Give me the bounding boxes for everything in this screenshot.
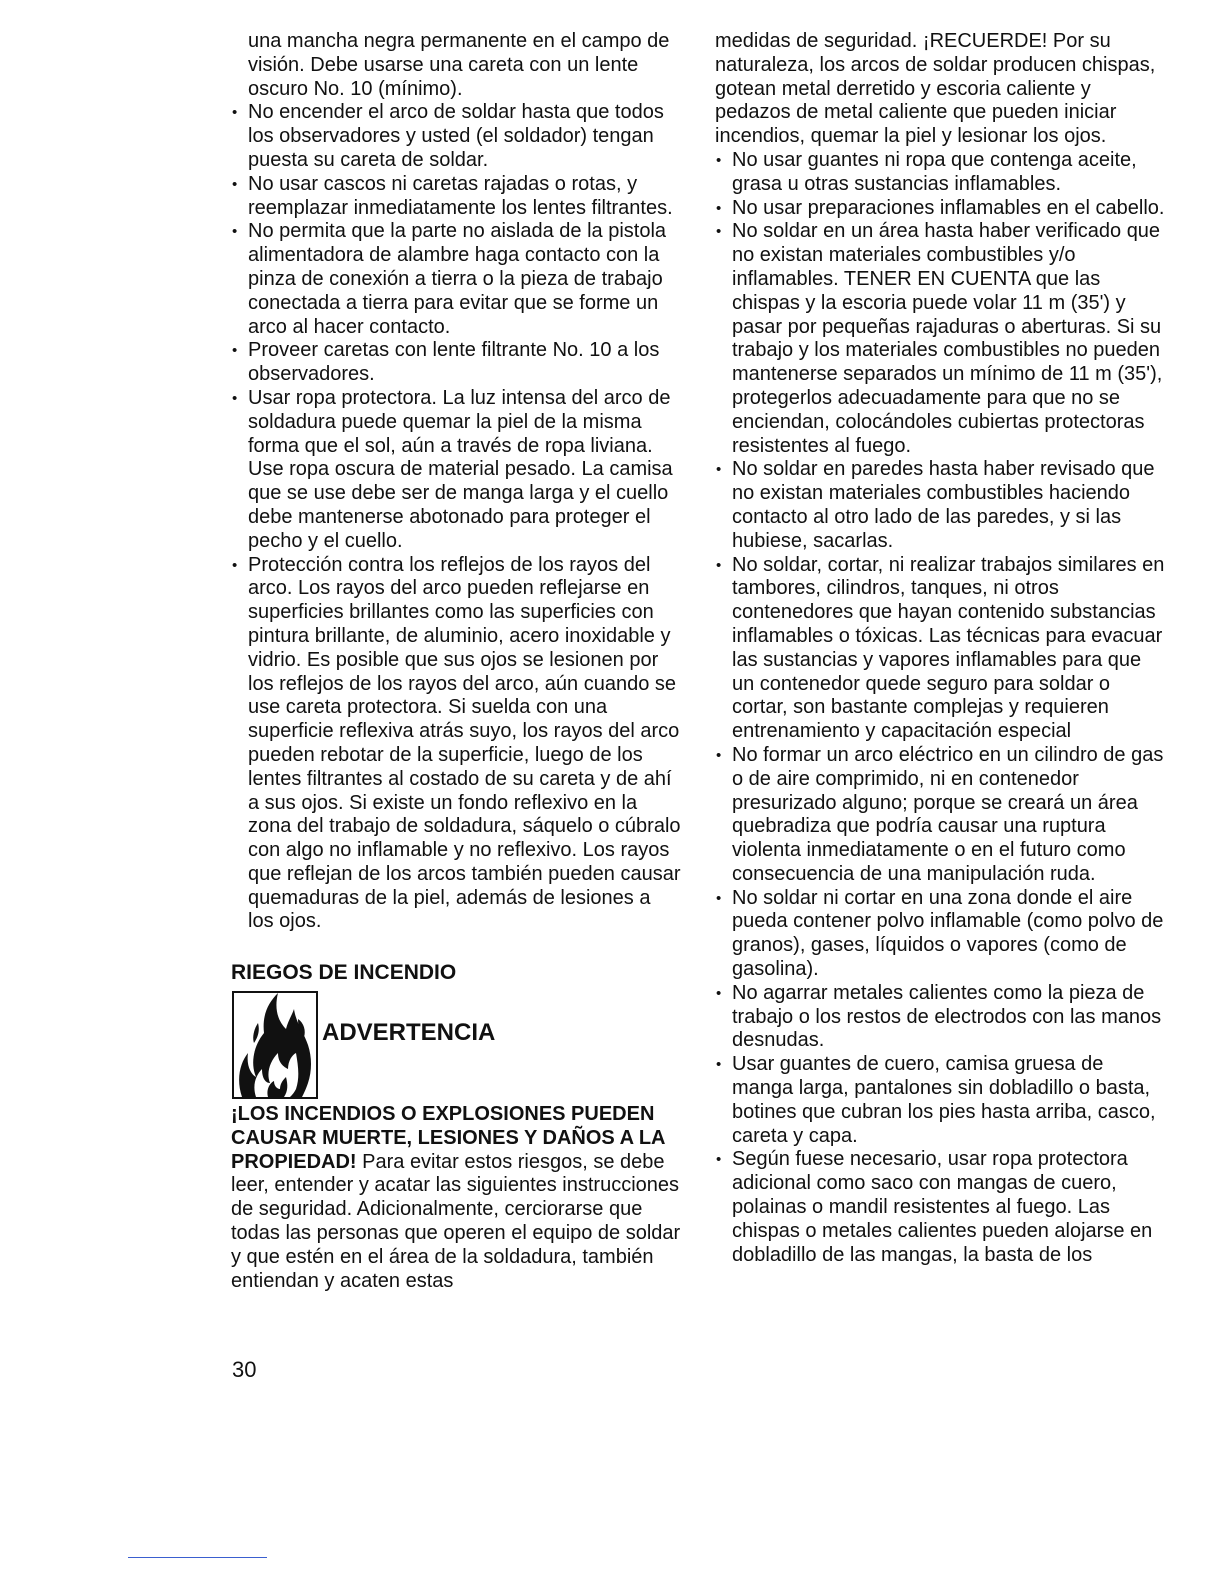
left-bullet-list <box>231 101 681 934</box>
warning-header <box>231 987 681 1099</box>
list-item: • Usar guantes de cuero, camisa gruesa de manga larga, pantalones sin dobladillo o basta, botines que cubran los pies hasta arriba, casco, careta y capa. <box>715 1053 1165 1148</box>
left-column <box>231 30 681 1293</box>
list-item: • No soldar, cortar, ni realizar trabajos similares en tambores, cilindros, tanques, ni otros contenedores que hayan contenido substancias inflamables o tóxicas. Las técnicas para evacuar las sustancias y vapores inflamables para que un contenedor quede seguro para soldar o cortar, son bastante complejas y requieren entrenamiento y capacitación especial <box>715 554 1165 744</box>
list-item: • Protección contra los reflejos de los rayos del arco. Los rayos del arco pueden reflejarse en superficies brillantes como las superficies con pintura brillante, de aluminio, acero inoxidable y vidrio. Es posible que sus ojos se lesionen por los reflejos de los rayos del arco, aún cuando se use careta protectora. Si suelda con una superficie reflexiva atrás suyo, los rayos del arco pueden rebotar de la superficie, luego de los lentes filtrantes al costado de su careta y de ahí a sus ojos. Si existe un fondo reflexivo en la zona del trabajo de soldadura, sáquelo o cúbralo con algo no inflamable y no reflexivo. Los rayos que reflejan de los arcos también pueden causar quemaduras de la piel, además de lesiones a los ojos. <box>231 554 681 935</box>
list-item: • No encender el arco de soldar hasta que todos los observadores y usted (el soldador) tengan puesta su careta de soldar. <box>231 101 681 172</box>
list-item: • Usar ropa protectora. La luz intensa del arco de soldadura puede quemar la piel de la misma forma que el sol, aún a través de ropa liviana. Use ropa oscura de material pesado. La camisa que se use debe ser de manga larga y el cuello debe mantenerse abotonado para proteger el pecho y el cuello. <box>231 387 681 554</box>
list-item: • No soldar en paredes hasta haber revisado que no existan materiales combustibles haciendo contacto al otro lado de las paredes, y si las hubiese, sacarlas. <box>715 458 1165 553</box>
left-intro-text: una mancha negra permanente en el campo de visión. Debe usarse una careta con un lente oscuro No. 10 (mínimo). <box>248 30 670 100</box>
list-item: • No usar cascos ni caretas rajadas o rotas, y reemplazar inmediatamente los lentes filtrantes. <box>231 173 681 221</box>
list-item: • No permita que la parte no aislada de la pistola alimentadora de alambre haga contacto con la pinza de conexión a tierra o la pieza de trabajo conectada a tierra para evitar que se forme un arco al hacer contacto. <box>231 220 681 339</box>
list-item: • No agarrar metales calientes como la pieza de trabajo o los restos de electrodos con las manos desnudas. <box>715 982 1165 1053</box>
section-heading: RIEGOS DE INCENDIO <box>231 961 457 985</box>
warning-body-text: Para evitar estos riesgos, se debe leer, entender y acatar las siguientes instrucciones de seguridad. Adicionalmente, cerciorarse que todas las personas que operen el equipo de soldar y que estén en el área de la soldadura, también entiendan y acaten estas <box>231 1150 681 1292</box>
warning-paragraph <box>231 1103 681 1293</box>
right-intro-text: medidas de seguridad. ¡RECUERDE! Por su naturaleza, los arcos de soldar producen chispas, gotean metal derretido y escoria caliente y pedazos de metal caliente que pueden iniciar incendios, quemar la piel y lesionar los ojos. <box>715 30 1156 148</box>
list-item: • No formar un arco eléctrico en un cilindro de gas o de aire comprimido, ni en contenedor presurizado alguno; porque se creará un área quebradiza que podría causar una ruptura violenta inmediatamente o en el futuro como consecuencia de una manipulación ruda. <box>715 744 1165 887</box>
list-item: • No usar preparaciones inflamables en el cabello. <box>715 197 1165 221</box>
warning-label: ADVERTENCIA <box>322 1019 496 1047</box>
right-bullet-list <box>715 149 1165 1267</box>
page-number: 30 <box>232 1357 257 1382</box>
list-item: • No soldar en un área hasta haber verificado que no existan materiales combustibles y/o inflamables. TENER EN CUENTA que las chispas y la escoria puede volar 11 m (35') y pasar por pequeñas rajaduras o aberturas. Si su trabajo y los materiales combustibles no pueden mantenerse separados un mínimo de 11 m (35'), protegerlos adecuadamente para que no se enciendan, colocándoles cubiertas protectoras resistentes al fuego. <box>715 220 1165 458</box>
list-item: • No soldar ni cortar en una zona donde el aire pueda contener polvo inflamable (como polvo de granos), gases, líquidos o vapores (como de gasolina). <box>715 887 1165 982</box>
list-item: • Según fuese necesario, usar ropa protectora adicional como saco con mangas de cuero, polainas o mandil resistentes al fuego. Las chispas o metales calientes pueden alojarse en dobladillo de las mangas, la basta de los <box>715 1148 1165 1267</box>
fire-hazard-icon <box>232 991 318 1099</box>
list-item: • Proveer caretas con lente filtrante No. 10 a los observadores. <box>231 339 681 387</box>
list-item: • No usar guantes ni ropa que contenga aceite, grasa u otras sustancias inflamables. <box>715 149 1165 197</box>
footer-divider <box>128 1557 267 1558</box>
right-column <box>715 30 1165 1267</box>
warning-bold-text: ¡LOS INCENDIOS O EXPLOSIONES PUEDEN CAUSAR MUERTE, LESIONES Y DAÑOS A LA PROPIEDAD! <box>231 1103 665 1173</box>
